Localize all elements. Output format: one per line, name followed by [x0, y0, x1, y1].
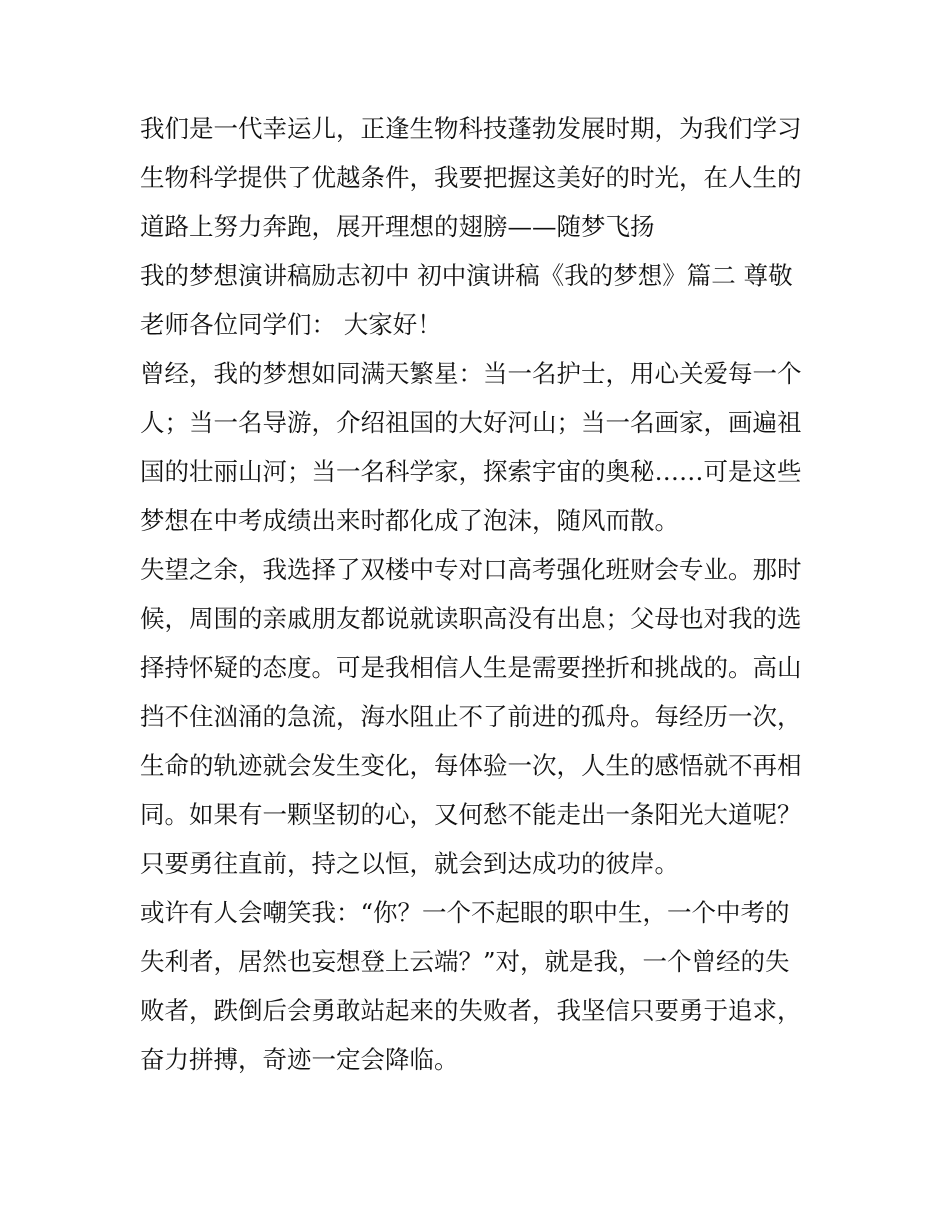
- text-line: 梦想在中考成绩出来时都化成了泡沫，随风而散。: [140, 506, 679, 535]
- paragraph-3: [140, 349, 820, 545]
- document-body: [140, 104, 820, 1084]
- text-line: 生物科学提供了优越条件，我要把握这美好的时光，在人生的: [140, 163, 802, 192]
- text-line: 国的壮丽山河；当一名科学家，探索宇宙的奥秘……可是这些: [140, 457, 802, 486]
- paragraph-1: [140, 104, 820, 251]
- text-line: 奋力拼搏，奇迹一定会降临。: [140, 1045, 459, 1074]
- text-line: 曾经，我的梦想如同满天繁星：当一名护士，用心关爱每一个: [140, 359, 802, 388]
- text-line: 只要勇往直前，持之以恒，就会到达成功的彼岸。: [140, 849, 679, 878]
- paragraph-2: [140, 251, 820, 349]
- text-line: 同。如果有一颗坚韧的心，又何愁不能走出一条阳光大道呢？: [140, 800, 802, 829]
- text-line: 生命的轨迹就会发生变化，每体验一次，人生的感悟就不再相: [140, 751, 802, 780]
- text-line: 择持怀疑的态度。可是我相信人生是需要挫折和挑战的。高山: [140, 653, 802, 682]
- text-line: 我的梦想演讲稿励志初中 初中演讲稿《我的梦想》篇二 尊敬: [140, 261, 793, 290]
- text-line: 或许有人会嘲笑我：“你？一个不起眼的职中生，一个中考的: [140, 898, 790, 927]
- text-line: 失望之余，我选择了双楼中专对口高考强化班财会专业。那时: [140, 555, 802, 584]
- text-line: 挡不住汹涌的急流，海水阻止不了前进的孤舟。每经历一次，: [140, 702, 802, 731]
- text-line: 败者，跌倒后会勇敢站起来的失败者，我坚信只要勇于追求，: [140, 996, 802, 1025]
- paragraph-4: [140, 545, 820, 888]
- text-line: 候，周围的亲戚朋友都说就读职高没有出息；父母也对我的选: [140, 604, 802, 633]
- text-line: 道路上努力奔跑，展开理想的翅膀——随梦飞扬: [140, 212, 655, 241]
- text-line: 我们是一代幸运儿，正逢生物科技蓬勃发展时期，为我们学习: [140, 114, 802, 143]
- text-line: 老师各位同学们： 大家好！: [140, 310, 442, 339]
- text-line: 失利者，居然也妄想登上云端？”对，就是我，一个曾经的失: [140, 947, 790, 976]
- paragraph-5: [140, 888, 820, 1084]
- text-line: 人；当一名导游，介绍祖国的大好河山；当一名画家，画遍祖: [140, 408, 802, 437]
